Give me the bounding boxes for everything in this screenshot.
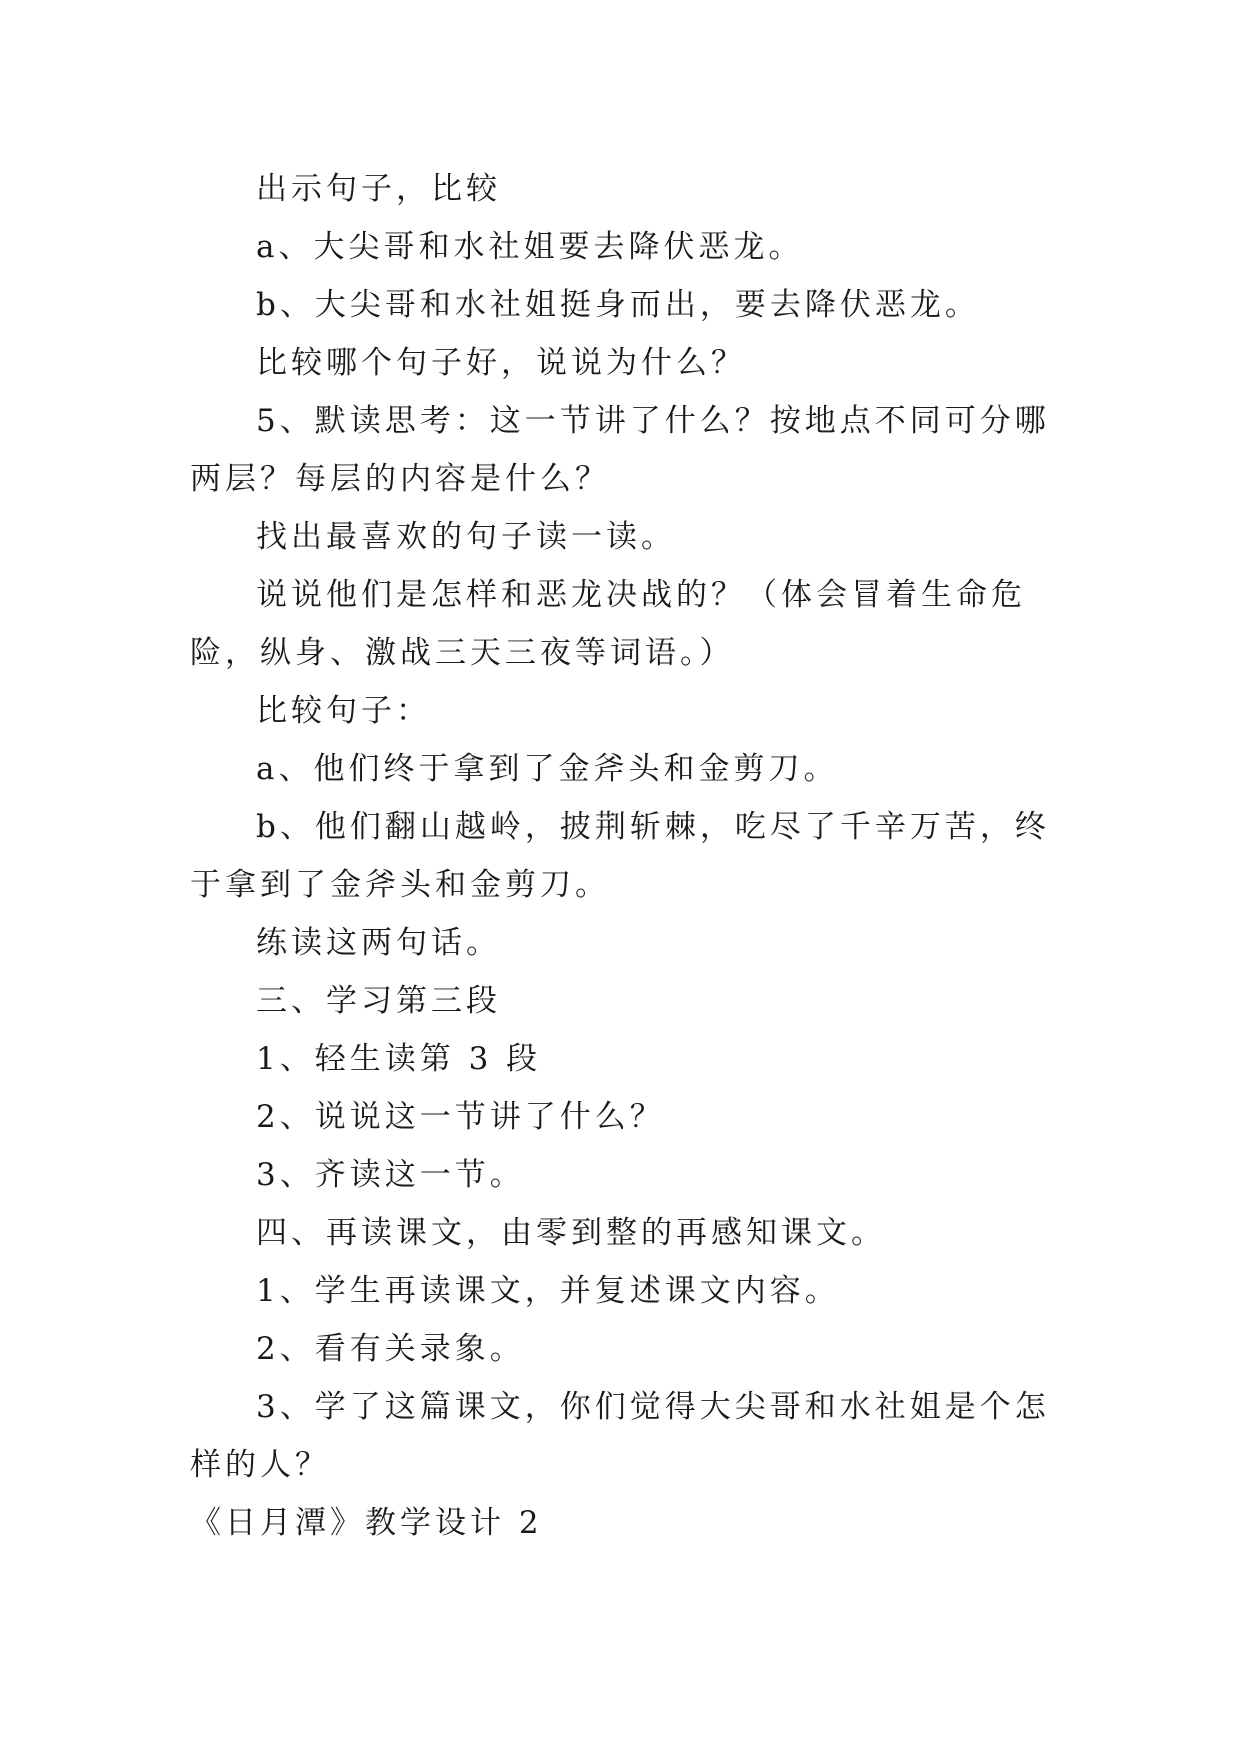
paragraph: 1、轻生读第 3 段 — [256, 1041, 542, 1077]
paragraph: a、大尖哥和水社姐要去降伏恶龙。 — [256, 229, 804, 265]
section-title: 《日月潭》教学设计 2 — [190, 1505, 543, 1541]
paragraph: 1、学生再读课文，并复述课文内容。 — [256, 1273, 840, 1309]
paragraph: 出示句子，比较 — [256, 171, 501, 207]
paragraph: 2、看有关录象。 — [256, 1331, 525, 1367]
paragraph: 3、学了这篇课文，你们觉得大尖哥和水社姐是个怎样的人？ — [190, 1389, 1050, 1483]
paragraph: b、大尖哥和水社姐挺身而出，要去降伏恶龙。 — [256, 287, 980, 323]
paragraph: 比较哪个句子好，说说为什么？ — [256, 345, 746, 381]
document-body — [190, 160, 1060, 1552]
paragraph: 2、说说这一节讲了什么？ — [256, 1099, 665, 1135]
paragraph: a、他们终于拿到了金斧头和金剪刀。 — [256, 751, 839, 787]
paragraph: b、他们翻山越岭，披荆斩棘，吃尽了千辛万苦，终于拿到了金斧头和金剪刀。 — [190, 809, 1050, 903]
paragraph: 三、学习第三段 — [256, 983, 501, 1019]
paragraph: 3、齐读这一节。 — [256, 1157, 525, 1193]
paragraph: 5、默读思考：这一节讲了什么？按地点不同可分哪两层？每层的内容是什么？ — [190, 403, 1050, 497]
paragraph: 四、再读课文，由零到整的再感知课文。 — [256, 1215, 886, 1251]
paragraph: 找出最喜欢的句子读一读。 — [256, 519, 676, 555]
paragraph: 说说他们是怎样和恶龙决战的？（体会冒着生命危险，纵身、激战三天三夜等词语。） — [190, 577, 1026, 671]
paragraph: 比较句子： — [256, 693, 431, 729]
paragraph: 练读这两句话。 — [256, 925, 501, 961]
